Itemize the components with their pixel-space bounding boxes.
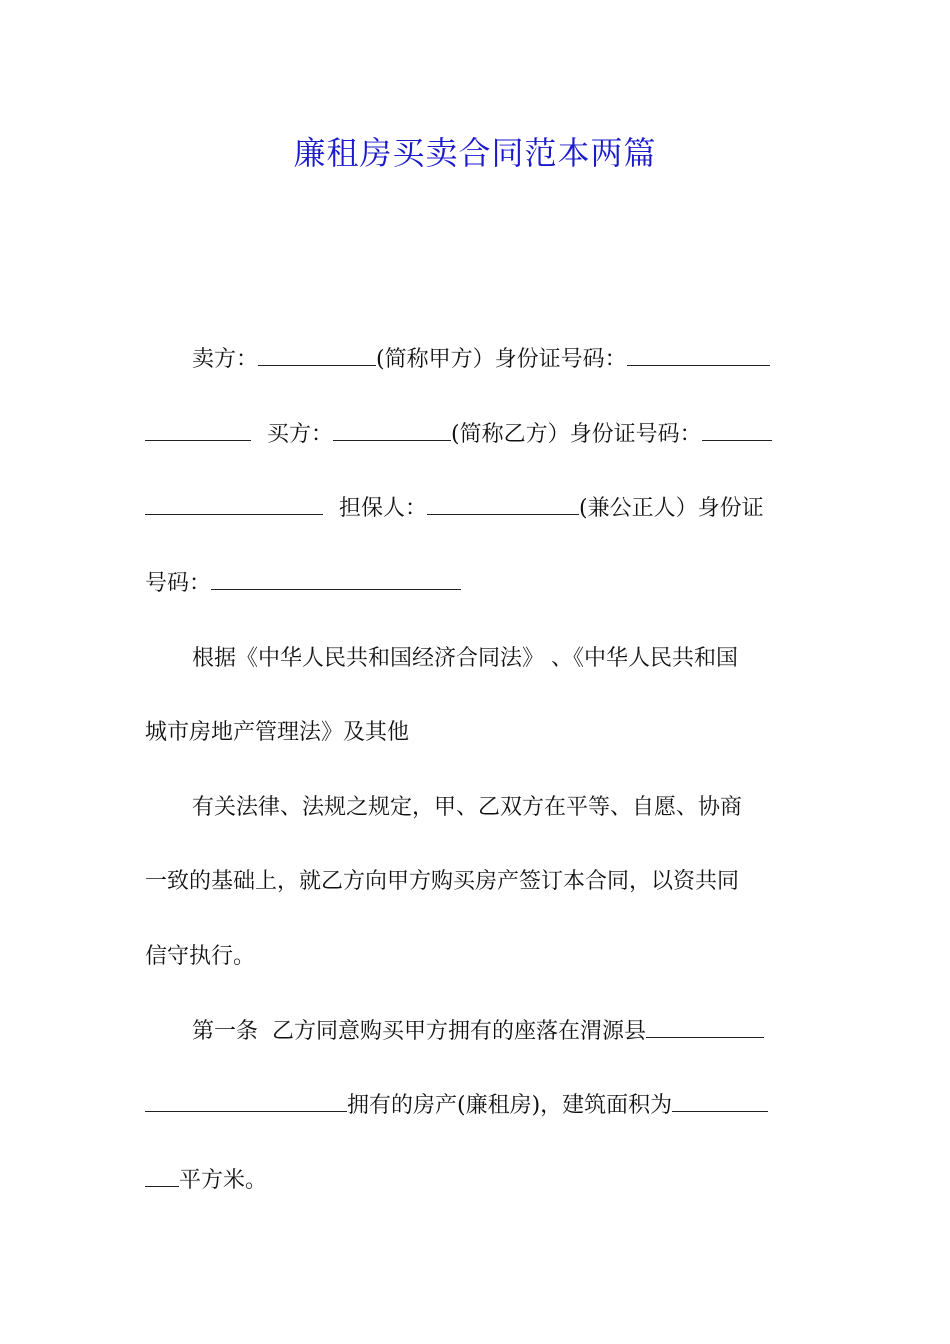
area-blank [672, 1087, 768, 1112]
seller-id-blank-cont [145, 416, 251, 441]
guarantor-id-line [145, 564, 807, 604]
buyer-id-blank-cont [145, 490, 323, 515]
legal-basis-line-2: 城市房地产管理法》及其他 [145, 720, 410, 745]
buyer-line [145, 415, 807, 455]
buyer-label: 买方： [267, 422, 334, 447]
seller-name-blank [258, 341, 376, 366]
seller-label: 卖方： [192, 347, 259, 372]
guarantor-id-label: 号码： [145, 571, 212, 596]
buyer-alias-label: (简称乙方）身份证号码： [451, 422, 702, 447]
article-1-text: 第一条 乙方同意购买甲方拥有的座落在渭源县 [192, 1019, 646, 1044]
agreement-line-1: 有关法律、法规之规定，甲、乙双方在平等、自愿、协商 [192, 795, 743, 820]
document-title: 廉租房买卖合同范本两篇 [293, 134, 657, 172]
article-1-line-3 [145, 1161, 807, 1201]
guarantor-line [145, 489, 807, 529]
guarantor-name-blank [427, 490, 579, 515]
buyer-name-blank [333, 416, 451, 441]
area-blank-cont [145, 1162, 179, 1187]
agreement-line-2: 一致的基础上，就乙方向甲方购买房产签订本合同，以资共同 [145, 869, 740, 894]
article-1-line-1 [192, 1012, 807, 1052]
legal-basis-line-1: 根据《中华人民共和国经济合同法》 、《中华人民共和国 [192, 646, 738, 671]
agreement-line-3: 信守执行。 [145, 944, 256, 969]
property-text: 拥有的房产(廉租房)，建筑面积为 [347, 1093, 673, 1118]
article-1-line-2 [145, 1086, 807, 1126]
seller-alias-label: (简称甲方）身份证号码： [376, 347, 627, 372]
guarantor-id-blank [211, 565, 461, 590]
location-blank [646, 1013, 764, 1038]
buyer-id-blank [702, 416, 772, 441]
seller-id-blank [627, 341, 770, 366]
location-blank-cont [145, 1087, 347, 1112]
seller-line [192, 340, 807, 380]
guarantor-label: 担保人： [339, 496, 428, 521]
guarantor-alias-label: (兼公正人）身份证 [579, 496, 764, 521]
unit-text: 平方米。 [179, 1168, 268, 1193]
